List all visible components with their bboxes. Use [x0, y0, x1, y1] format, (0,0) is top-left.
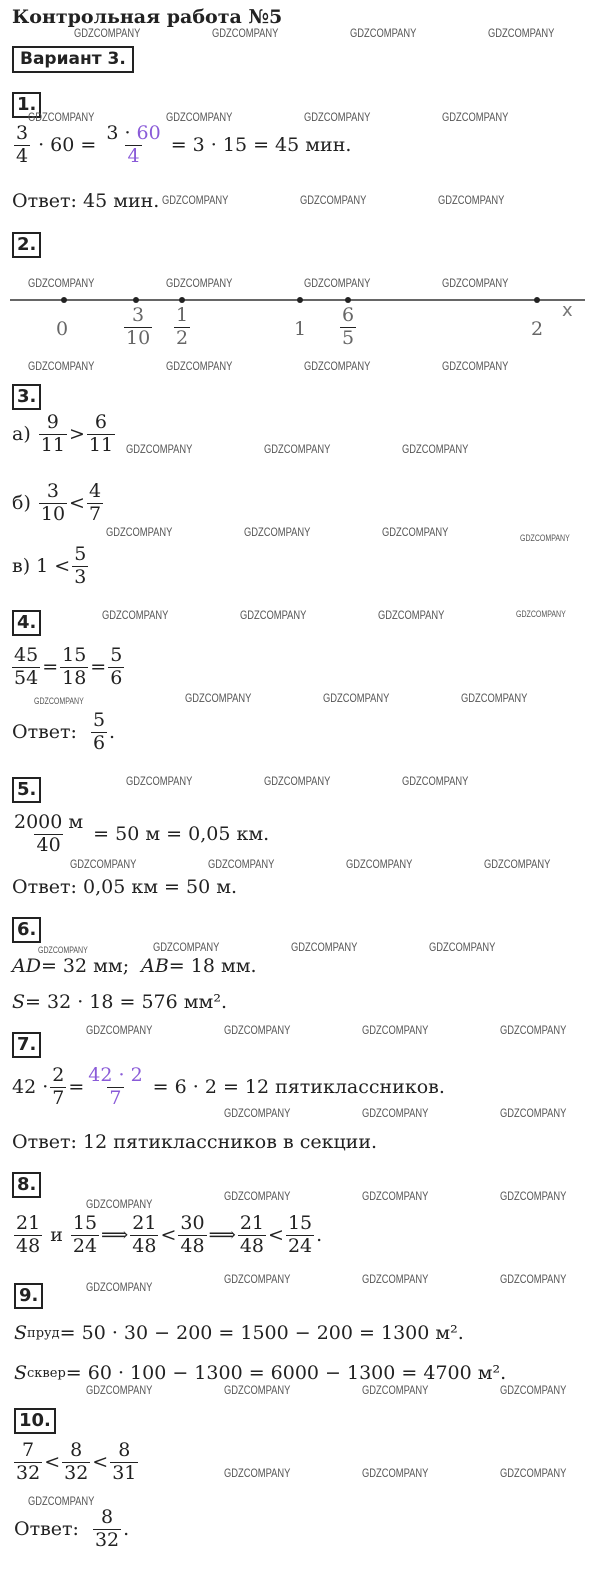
item-label: в) 1 <: [12, 555, 71, 578]
watermark: GDZCOMPANY: [362, 1383, 429, 1397]
problem-8-equation: [12, 1214, 322, 1257]
watermark: GDZCOMPANY: [126, 774, 193, 788]
fraction-den: 7: [52, 1086, 65, 1109]
watermark: GDZCOMPANY: [520, 533, 570, 543]
watermark: GDZCOMPANY: [304, 359, 371, 373]
expr-text: = 50 м = 0,05 км.: [93, 823, 270, 846]
watermark: GDZCOMPANY: [362, 1023, 429, 1037]
watermark: GDZCOMPANY: [264, 774, 331, 788]
fraction-num: 9: [46, 411, 59, 433]
watermark: GDZCOMPANY: [166, 359, 233, 373]
watermark: GDZCOMPANY: [224, 1189, 291, 1203]
axis-label: x: [562, 300, 573, 321]
fraction-den: 4: [16, 144, 29, 167]
watermark: GDZCOMPANY: [224, 1272, 291, 1286]
watermark: GDZCOMPANY: [264, 442, 331, 456]
period: .: [109, 721, 116, 744]
watermark: GDZCOMPANY: [438, 193, 505, 207]
problem-10-answer: [14, 1508, 129, 1551]
watermark: GDZCOMPANY: [86, 1023, 153, 1037]
watermark: GDZCOMPANY: [304, 110, 371, 124]
problem-4-equation: [10, 646, 126, 689]
fraction-den: 10: [126, 326, 151, 349]
problem-number-5: 5.: [12, 777, 41, 803]
problem-number-8: 8.: [12, 1172, 41, 1198]
watermark: GDZCOMPANY: [166, 110, 233, 124]
fraction-num: 21: [239, 1212, 265, 1234]
problem-1-equation: [12, 124, 351, 167]
problem-number-10: 10.: [14, 1408, 56, 1434]
watermark: GDZCOMPANY: [429, 940, 496, 954]
watermark: GDZCOMPANY: [86, 1197, 153, 1211]
fraction-num: 21: [132, 1212, 157, 1234]
watermark: GDZCOMPANY: [500, 1466, 567, 1480]
watermark: GDZCOMPANY: [185, 691, 252, 705]
watermark: GDZCOMPANY: [500, 1189, 567, 1203]
watermark: GDZCOMPANY: [346, 857, 413, 871]
watermark: GDZCOMPANY: [300, 193, 367, 207]
problem-9-line2: [14, 1362, 506, 1384]
page-title: Контрольная работа №5: [12, 6, 283, 28]
fraction-den: 31: [112, 1461, 137, 1484]
area-symbol: S: [14, 1362, 28, 1384]
fraction-den: 5: [342, 326, 355, 349]
area-symbol: S: [12, 991, 26, 1013]
expr-text: = 18 мм.: [168, 955, 257, 977]
fraction-num: 5: [110, 644, 123, 666]
fraction-num: 5: [74, 543, 87, 565]
problem-3a: [12, 413, 117, 456]
watermark: GDZCOMPANY: [224, 1383, 291, 1397]
fraction-den: 10: [40, 502, 66, 525]
fraction-num: 15: [287, 1212, 313, 1234]
watermark: GDZCOMPANY: [28, 1494, 95, 1508]
fraction-num: 8: [118, 1439, 131, 1461]
period: .: [123, 1518, 130, 1541]
segment-name: AD: [12, 955, 41, 977]
fraction-den: 48: [180, 1234, 205, 1257]
expr-text: = 6 · 2 = 12 пятиклассников.: [152, 1076, 445, 1099]
fraction-num-highlight: 60: [136, 122, 161, 144]
watermark: GDZCOMPANY: [442, 359, 509, 373]
fraction-den: 32: [64, 1461, 89, 1484]
watermark: GDZCOMPANY: [442, 276, 509, 290]
fraction-den: 54: [14, 666, 39, 689]
fraction-den: 32: [94, 1528, 120, 1551]
watermark: GDZCOMPANY: [378, 608, 445, 622]
problem-6-line1: [12, 955, 257, 977]
expr-text: = 32 мм;: [40, 955, 130, 977]
expr-text: = 50 · 30 − 200 = 1500 − 200 = 1300 м².: [59, 1322, 464, 1344]
watermark: GDZCOMPANY: [488, 26, 555, 40]
comparison-sign: <: [69, 492, 85, 515]
fraction-num: 2: [52, 1064, 65, 1086]
fraction-num: 15: [72, 1212, 98, 1234]
fraction-num: 45: [14, 644, 39, 666]
conjunction: и: [50, 1224, 63, 1247]
problem-number-3: 3.: [12, 384, 41, 410]
fraction-den: 3: [74, 565, 87, 588]
watermark: GDZCOMPANY: [442, 110, 509, 124]
point-0: [61, 297, 67, 303]
fraction-den: 24: [72, 1234, 98, 1257]
segment-name: AB: [141, 955, 169, 977]
fraction-den: 18: [62, 666, 87, 689]
fraction-num: 2000 м: [14, 811, 84, 833]
watermark: GDZCOMPANY: [291, 940, 358, 954]
implies-sign: ⟹: [101, 1224, 129, 1247]
area-symbol: S: [14, 1322, 28, 1344]
watermark: GDZCOMPANY: [126, 442, 193, 456]
watermark: GDZCOMPANY: [500, 1272, 567, 1286]
variant-label: Вариант 3.: [12, 46, 134, 73]
fraction-num: 3: [16, 122, 29, 144]
point-2: [534, 297, 540, 303]
fraction-den: 40: [36, 833, 61, 856]
watermark: GDZCOMPANY: [86, 1280, 153, 1294]
watermark: GDZCOMPANY: [224, 1106, 291, 1120]
fraction-num: 3: [132, 304, 145, 326]
comparison-sign: <: [160, 1224, 177, 1247]
expr-text: 42 ·: [12, 1076, 49, 1099]
watermark: GDZCOMPANY: [38, 945, 88, 955]
watermark: GDZCOMPANY: [402, 774, 469, 788]
watermark: GDZCOMPANY: [484, 857, 551, 871]
subscript: пруд: [27, 1325, 60, 1341]
fraction-den: 11: [40, 433, 65, 456]
fraction-den: 6: [92, 731, 106, 754]
fraction-num: 5: [92, 709, 106, 731]
problem-10-inequality: [12, 1441, 140, 1484]
watermark: GDZCOMPANY: [153, 940, 220, 954]
fraction-den: 24: [287, 1234, 313, 1257]
point-3-10: [133, 297, 139, 303]
tick-label-0: 0: [56, 318, 69, 340]
watermark: GDZCOMPANY: [362, 1189, 429, 1203]
watermark: GDZCOMPANY: [362, 1106, 429, 1120]
problem-number-9: 9.: [14, 1283, 43, 1309]
fraction-den: 6: [110, 666, 123, 689]
fraction-num: 15: [62, 644, 87, 666]
tick-label-6-5: [338, 306, 358, 349]
watermark: GDZCOMPANY: [362, 1272, 429, 1286]
period: .: [316, 1224, 323, 1247]
fraction-num: 6: [342, 304, 355, 326]
problem-6-line2: [12, 991, 227, 1013]
problem-7-answer: Ответ: 12 пятиклассников в секции.: [12, 1131, 378, 1153]
watermark: GDZCOMPANY: [500, 1383, 567, 1397]
watermark: GDZCOMPANY: [500, 1106, 567, 1120]
expr-text: = 60 · 100 − 1300 = 6000 − 1300 = 4700 м².: [65, 1362, 507, 1384]
watermark: GDZCOMPANY: [244, 525, 311, 539]
problem-number-2: 2.: [12, 232, 41, 258]
fraction-num-highlight: 42 · 2: [88, 1064, 143, 1086]
watermark: GDZCOMPANY: [106, 525, 173, 539]
fraction-den: 11: [88, 433, 114, 456]
item-label: а): [12, 423, 31, 446]
comparison-sign: <: [44, 1451, 61, 1474]
tick-label-1: 1: [294, 318, 307, 340]
fraction-num: 6: [94, 411, 107, 433]
fraction-num: 8: [101, 1506, 114, 1528]
equals-sign: =: [42, 656, 59, 679]
watermark: GDZCOMPANY: [208, 857, 275, 871]
comparison-sign: <: [268, 1224, 284, 1247]
problem-3c: [12, 545, 90, 588]
fraction-den: 48: [132, 1234, 157, 1257]
watermark: GDZCOMPANY: [461, 691, 528, 705]
watermark: GDZCOMPANY: [382, 525, 449, 539]
expr-text: = 3 · 15 = 45 мин.: [170, 134, 352, 157]
watermark: GDZCOMPANY: [28, 110, 95, 124]
problem-number-7: 7.: [12, 1032, 41, 1058]
fraction-den-highlight: 4: [127, 144, 140, 167]
comparison-sign: >: [68, 423, 85, 446]
problem-5-answer: Ответ: 0,05 км = 50 м.: [12, 876, 238, 898]
watermark: GDZCOMPANY: [34, 696, 84, 706]
problem-number-6: 6.: [12, 917, 41, 943]
fraction-num: 4: [88, 480, 102, 502]
fraction-num: 3: [46, 480, 59, 502]
problem-number-1: 1.: [12, 92, 41, 118]
watermark: GDZCOMPANY: [86, 1383, 153, 1397]
expr-text: · 60 =: [38, 134, 97, 157]
tick-label-3-10: [122, 306, 154, 349]
fraction-num: 8: [70, 1439, 83, 1461]
fraction-den: 7: [88, 502, 102, 525]
fraction-den-highlight: 7: [109, 1086, 122, 1109]
watermark: GDZCOMPANY: [28, 359, 95, 373]
watermark: GDZCOMPANY: [350, 26, 417, 40]
item-label: б): [12, 492, 31, 515]
problem-3b: [12, 482, 105, 525]
problem-number-4: 4.: [12, 610, 41, 636]
tick-label-2: 2: [531, 318, 544, 340]
watermark: GDZCOMPANY: [240, 608, 307, 622]
answer-label: Ответ:: [12, 721, 77, 744]
watermark: GDZCOMPANY: [102, 608, 169, 622]
implies-sign: ⟹: [208, 1224, 236, 1247]
fraction-num: 30: [180, 1212, 205, 1234]
comparison-sign: <: [92, 1451, 109, 1474]
watermark: GDZCOMPANY: [500, 1023, 567, 1037]
problem-7-equation: [12, 1066, 445, 1109]
watermark: GDZCOMPANY: [224, 1466, 291, 1480]
watermark: GDZCOMPANY: [70, 857, 137, 871]
watermark: GDZCOMPANY: [323, 691, 390, 705]
problem-1-answer: Ответ: 45 мин.: [12, 190, 160, 212]
tick-label-1-2: [172, 306, 192, 349]
fraction-den: 2: [176, 326, 189, 349]
watermark: GDZCOMPANY: [224, 1023, 291, 1037]
watermark: GDZCOMPANY: [28, 276, 95, 290]
fraction-num: 21: [16, 1212, 41, 1234]
point-1: [297, 297, 303, 303]
point-1-2: [179, 297, 185, 303]
watermark: GDZCOMPANY: [362, 1466, 429, 1480]
fraction-den: 32: [16, 1461, 41, 1484]
point-6-5: [345, 297, 351, 303]
subscript: сквер: [27, 1365, 66, 1381]
problem-5-equation: [10, 813, 269, 856]
fraction-den: 48: [239, 1234, 265, 1257]
fraction-num: 3 ·: [106, 122, 137, 144]
equals-sign: =: [68, 1076, 85, 1099]
watermark: GDZCOMPANY: [74, 26, 141, 40]
fraction-den: 48: [16, 1234, 41, 1257]
equals-sign: =: [90, 656, 107, 679]
watermark: GDZCOMPANY: [402, 442, 469, 456]
watermark: GDZCOMPANY: [212, 26, 279, 40]
watermark: GDZCOMPANY: [166, 276, 233, 290]
problem-9-line1: [14, 1322, 464, 1344]
answer-label: Ответ:: [14, 1518, 79, 1541]
fraction-num: 7: [22, 1439, 35, 1461]
expr-text: = 32 · 18 = 576 мм².: [25, 991, 227, 1013]
watermark: GDZCOMPANY: [516, 609, 566, 619]
watermark: GDZCOMPANY: [304, 276, 371, 290]
problem-4-answer: [12, 711, 115, 754]
fraction-num: 1: [176, 304, 189, 326]
watermark: GDZCOMPANY: [162, 193, 229, 207]
